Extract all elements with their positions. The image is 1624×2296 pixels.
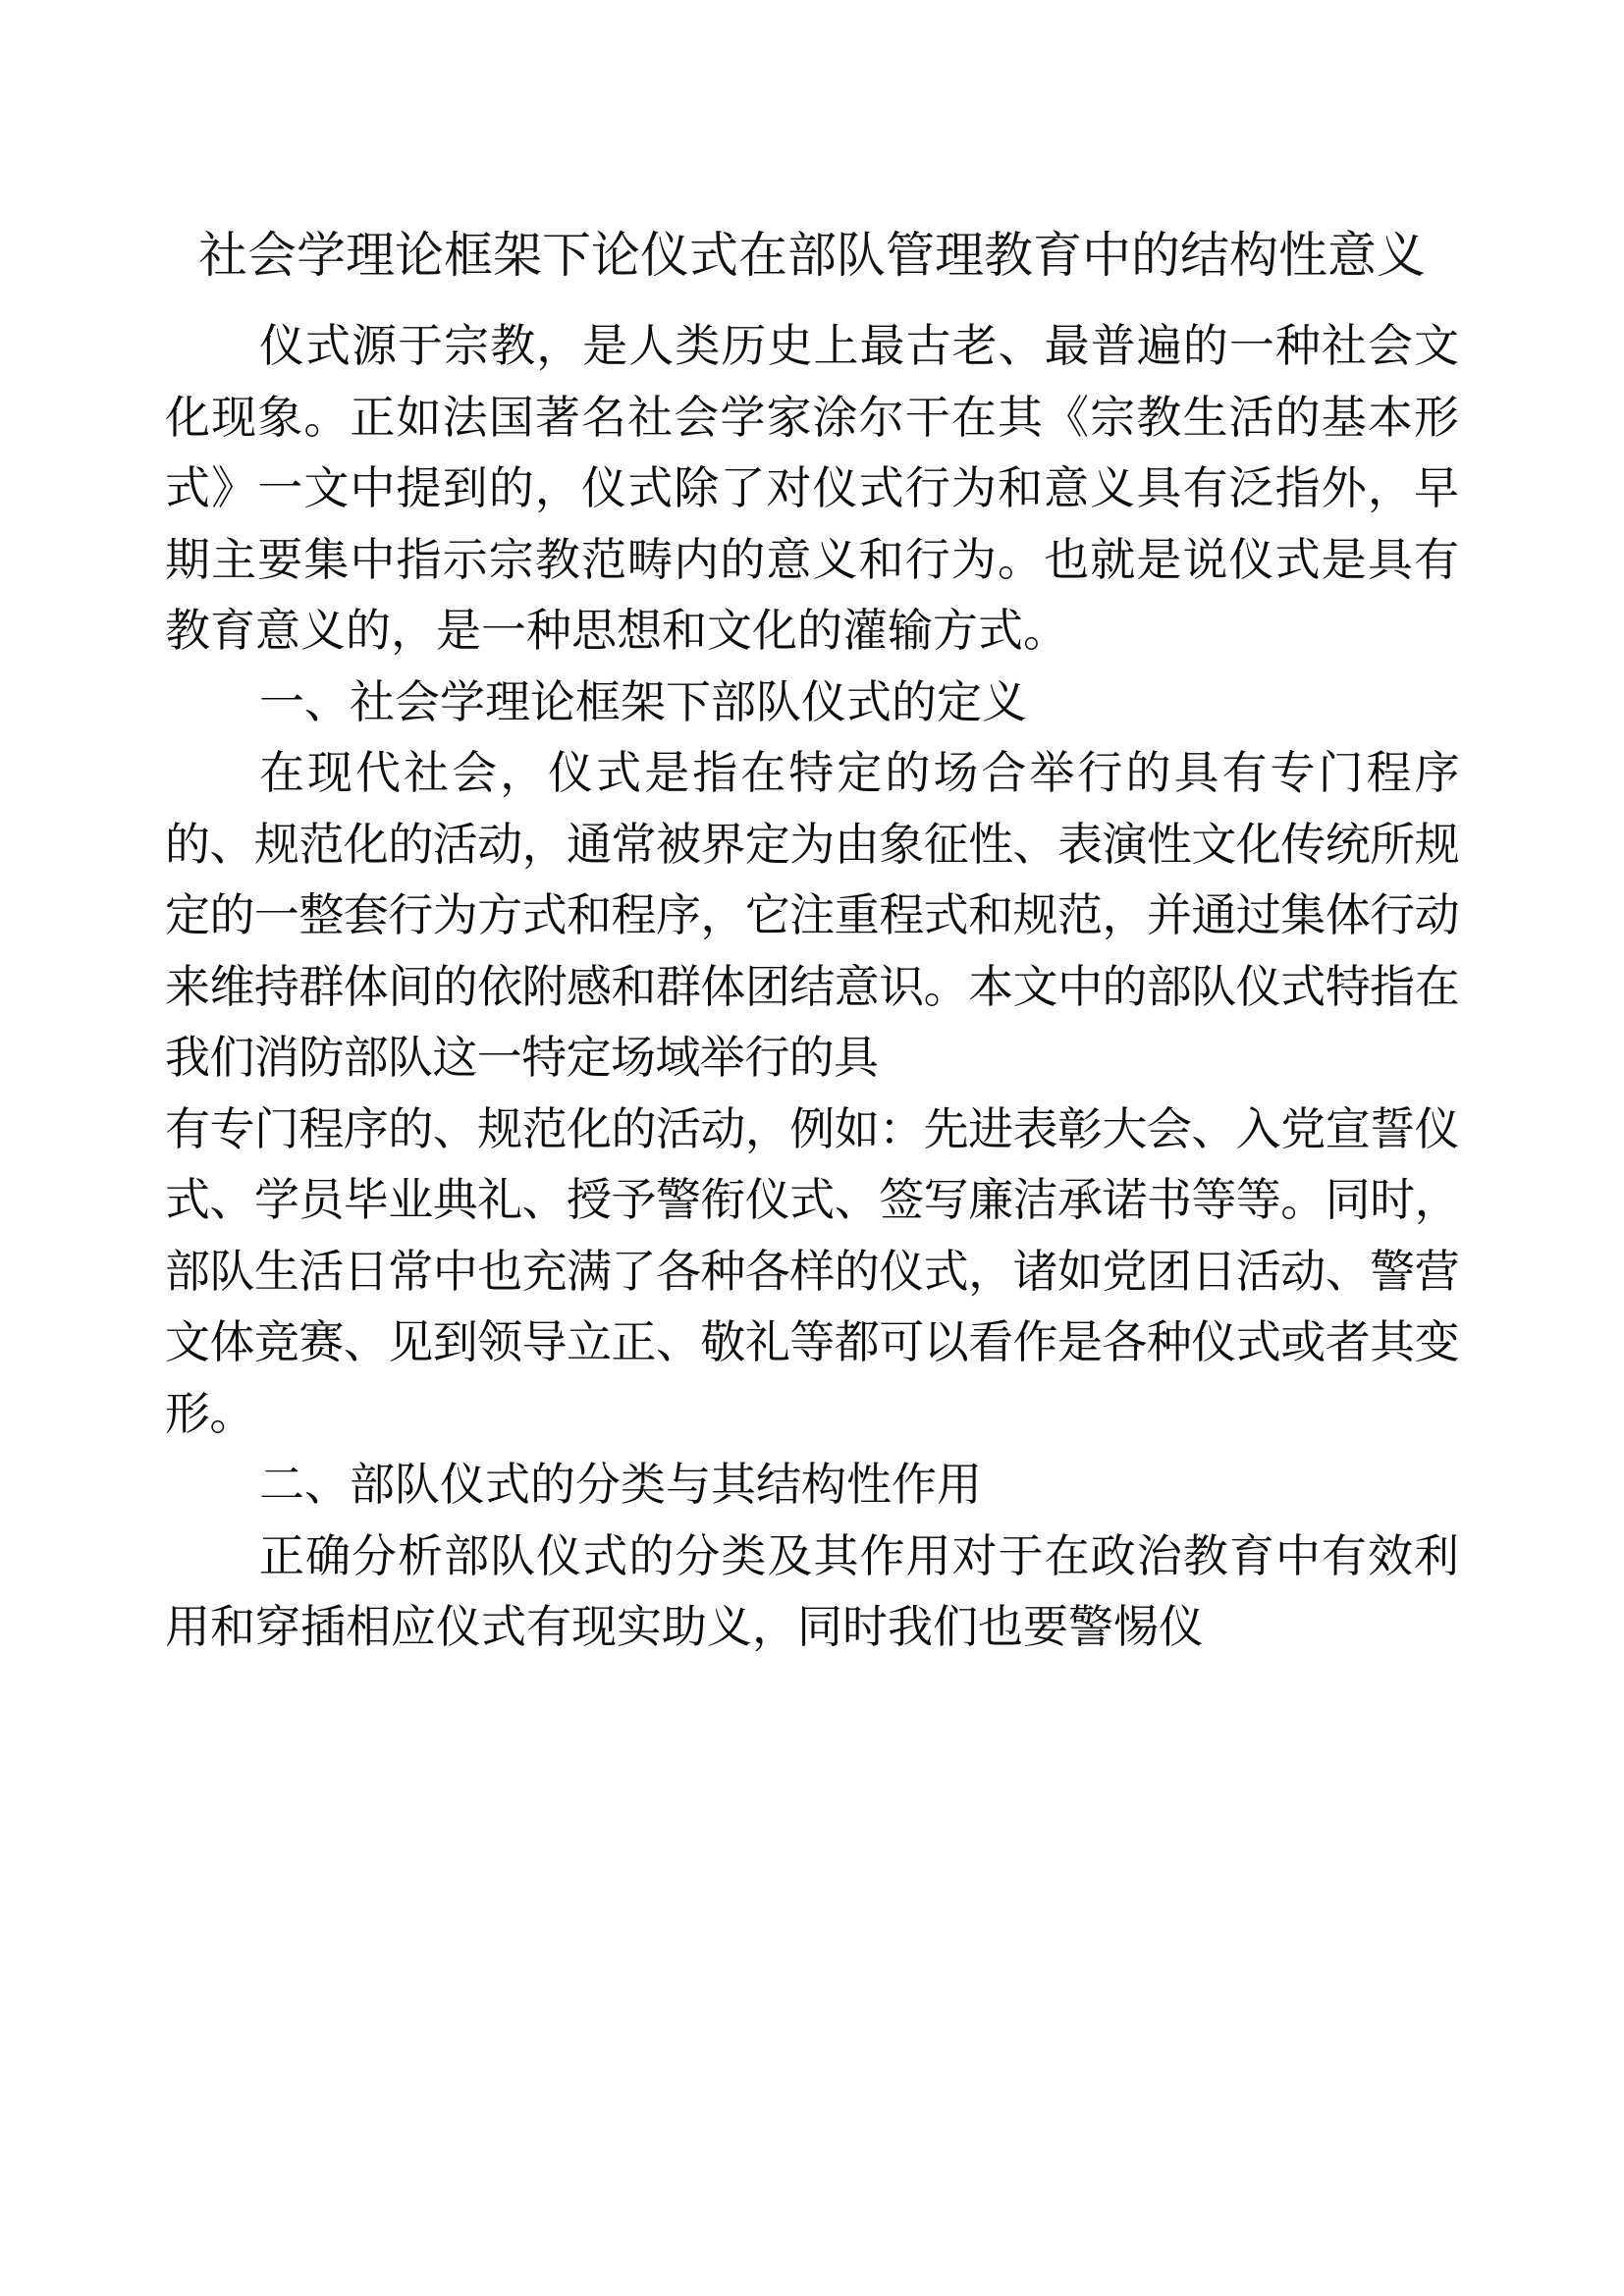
- section-heading-2: 二、部队仪式的分类与其结构性作用: [259, 1459, 982, 1510]
- document-content: [165, 0, 1459, 1663]
- section-heading-1: 一、社会学理论框架下部队仪式的定义: [259, 675, 1027, 727]
- spacer: [165, 293, 1459, 310]
- paragraph-section-1-a: 在现代社会，仪式是指在特定的场合举行的具有专门程序的、规范化的活动，通常被界定为由象征性、表演性文化传统所规定的一整套行为方式和程序，它注重程式和规范，并通过集体行动来维持群体间的依附感和群体团结意识。本文中的部队仪式特指在我们消防部队这一特定场域举行的具: [165, 747, 1459, 1083]
- paragraph-section-2: 正确分析部队仪式的分类及其作用对于在政治教育中有效利用和穿插相应仪式有现实助义，同时我们也要警惕仪: [165, 1529, 1459, 1652]
- page-title: 社会学理论框架下论仪式在部队管理教育中的结构性意义: [198, 227, 1426, 284]
- paragraph-section-1-b: 有专门程序的、规范化的活动，例如：先进表彰大会、入党宣誓仪式、学员毕业典礼、授予警衔仪式、签写廉洁承诺书等等。同时，部队生活日常中也充满了各种各样的仪式，诸如党团日活动、警营文体竞赛、见到领导立正、敬礼等都可以看作是各种仪式或者其变形。: [165, 1102, 1459, 1439]
- paragraph-intro: 仪式源于宗教，是人类历史上最古老、最普遍的一种社会文化现象。正如法国著名社会学家涂尔干在其《宗教生活的基本形式》一文中提到的，仪式除了对仪式行为和意义具有泛指外，早期主要集中指示宗教范畴内的意义和行为。也就是说仪式是具有教育意义的，是一种思想和文化的灌输方式。: [165, 320, 1459, 656]
